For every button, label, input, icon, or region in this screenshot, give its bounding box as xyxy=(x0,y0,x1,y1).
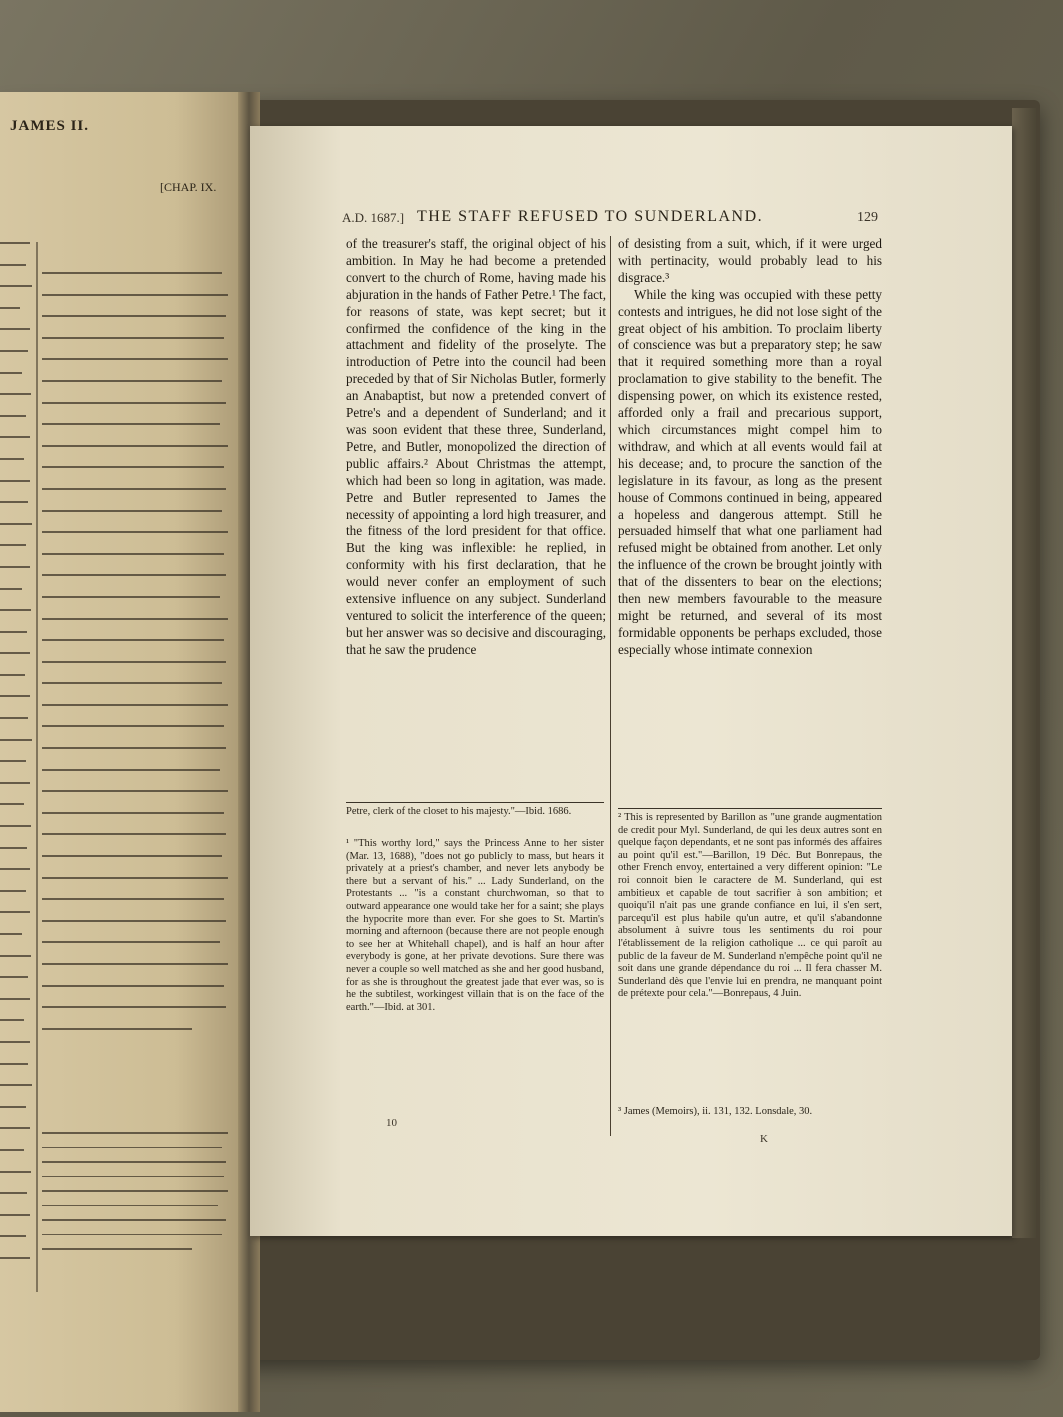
footnote xyxy=(346,806,604,819)
book-edge xyxy=(1012,108,1036,1238)
left-page-header: JAMES II. xyxy=(10,118,90,134)
footnote xyxy=(346,838,604,1014)
running-header xyxy=(342,208,882,232)
signature-mark: 10 xyxy=(386,1117,397,1129)
left-page-body-text xyxy=(42,272,232,1102)
column-rule xyxy=(610,236,611,1136)
footnote-text: Petre, clerk of the closet to his majesty."—Ibid. 1686. xyxy=(346,806,572,817)
footnote-rule xyxy=(346,802,604,803)
footnote xyxy=(618,1106,882,1119)
left-page-chapter: [CHAP. IX. xyxy=(160,180,217,194)
footnote-text: ¹ "This worthy lord," says the Princess Anne to her sister (Mar. 13, 1688), "does not go publicly to mass, but hears it privately at a priest's chamber, and never lets anybody be there but a servant of his." ... Lady Sunderland, on the Protestants ... "is a constant churchwoman, so that to outward appearance one would take her for a saint; she plays the hypocrite more than ever. For she goes to St. Martin's morning and afternoon (because there are not people enough to see her at Whitehall chapel), and is half an hour after everybody is gone, at her private devotions. Sure there was never a couple so well matched as she and her good husband, for as she is throughout the greatest jade that ever was, so is he the subtilest, workingest villain that is on the face of the earth."—Ibid. at 301. xyxy=(346,838,604,1013)
header-date: A.D. 1687.] xyxy=(342,210,405,225)
body-column-left xyxy=(346,236,606,659)
left-page xyxy=(0,92,250,1412)
left-page-footnotes xyxy=(42,1132,232,1282)
page-number: 129 xyxy=(857,210,878,225)
paragraph: While the king was occupied with these petty contests and intrigues, he did not lose sight of the great object of his ambition. To proclaim liberty of conscience was but a preparatory step; he saw that it required something more than a royal proclamation to give stability to the benefit. The dispensing power, on which its existence rested, afforded only a frail and precarious support, which circumstances might compel him to withdraw, and which at all events would fail at his decease; and, to procure the sanction of the legislature in its favour, as long as the present house of Commons continued in being, appeared a hopeless and dangerous attempt. Still he persuaded himself that what one parliament had refused might be obtained from another. Let only the influence of the crown be brought jointly with that of the dissenters to bear on the elections; then new members favourable to the measure might be returned, and several of its most formidable opponents be perhaps excluded, those especially whose intimate connexion xyxy=(618,286,882,657)
footnote-rule xyxy=(618,808,882,809)
signature-mark: K xyxy=(760,1133,768,1145)
body-column-right xyxy=(618,236,882,659)
footnote-text: ³ James (Memoirs), ii. 131, 132. Lonsdale, 30. xyxy=(618,1106,813,1117)
paragraph: of the treasurer's staff, the original object of his ambition. In May he had become a pretended convert to the church of Rome, having made his abjuration in the hands of Father Petre.¹ The fact, for reasons of state, was kept secret; but it confirmed the confidence of the king in the attachment and fidelity of the proselyte. The introduction of Petre into the council had been preceded by that of Sir Nicholas Butler, formerly an Anabaptist, but now a pretended convert of Petre's and a dependent of Sunderland; and it was soon evident that these three, Sunderland, Petre, and Butler, monopolized the direction of public affairs.² About Christmas the attempt, which had been so long in agitation, was made. Petre and Butler represented to James the necessity of appointing a lord high treasurer, and the fitness of the lord president for that office. But the king was inflexible: he replied, in conformity with his first declaration, that he would never confer an employment of such extensive influence on any subject. Sunderland ventured to solicit the interference of the queen; but her answer was so decisive and discouraging, that he saw the prudence xyxy=(346,236,607,657)
left-page-margin-text xyxy=(0,242,34,1312)
footnote-text: ² This is represented by Barillon as "une grande augmentation de credit pour Myl. Sunderland, de qui les deux autres sont en quelque façon dependants, et ne sont pas informés des affaires au point qu'il est."—Barillon, 19 Déc. But Bonrepaus, the other French envoy, entertained a very different opinion: "Le roi connoit bien le caractere de M. Sunderland, qui est ambitieux et capable de tout sacrifier à son ambition; et quoiqu'il n'ait pas une grande confiance en lui, il s'en sert, parcequ'il est plus habile qu'un autre, et qu'il s'abandonne absolument à suivre tous les sentiments du roi pour l'établissement de la religion catholique ... ce qui paroît au public de la faveur de M. Sunderland n'empêche point qu'il ne soit dans une grande dépendance du roi ... Il fera chasser M. Sunderland dès que l'envie lui en prendra, ne manquant point de prétexte pour cela."—Bonrepaus, 4 Juin. xyxy=(618,812,882,1000)
footnote xyxy=(618,812,882,1001)
paragraph: of desisting from a suit, which, if it were urged with pertinacity, would probably lead to his disgrace.³ xyxy=(618,236,882,285)
left-page-column-rule xyxy=(36,242,38,1292)
header-title: THE STAFF REFUSED TO SUNDERLAND. xyxy=(417,208,764,225)
